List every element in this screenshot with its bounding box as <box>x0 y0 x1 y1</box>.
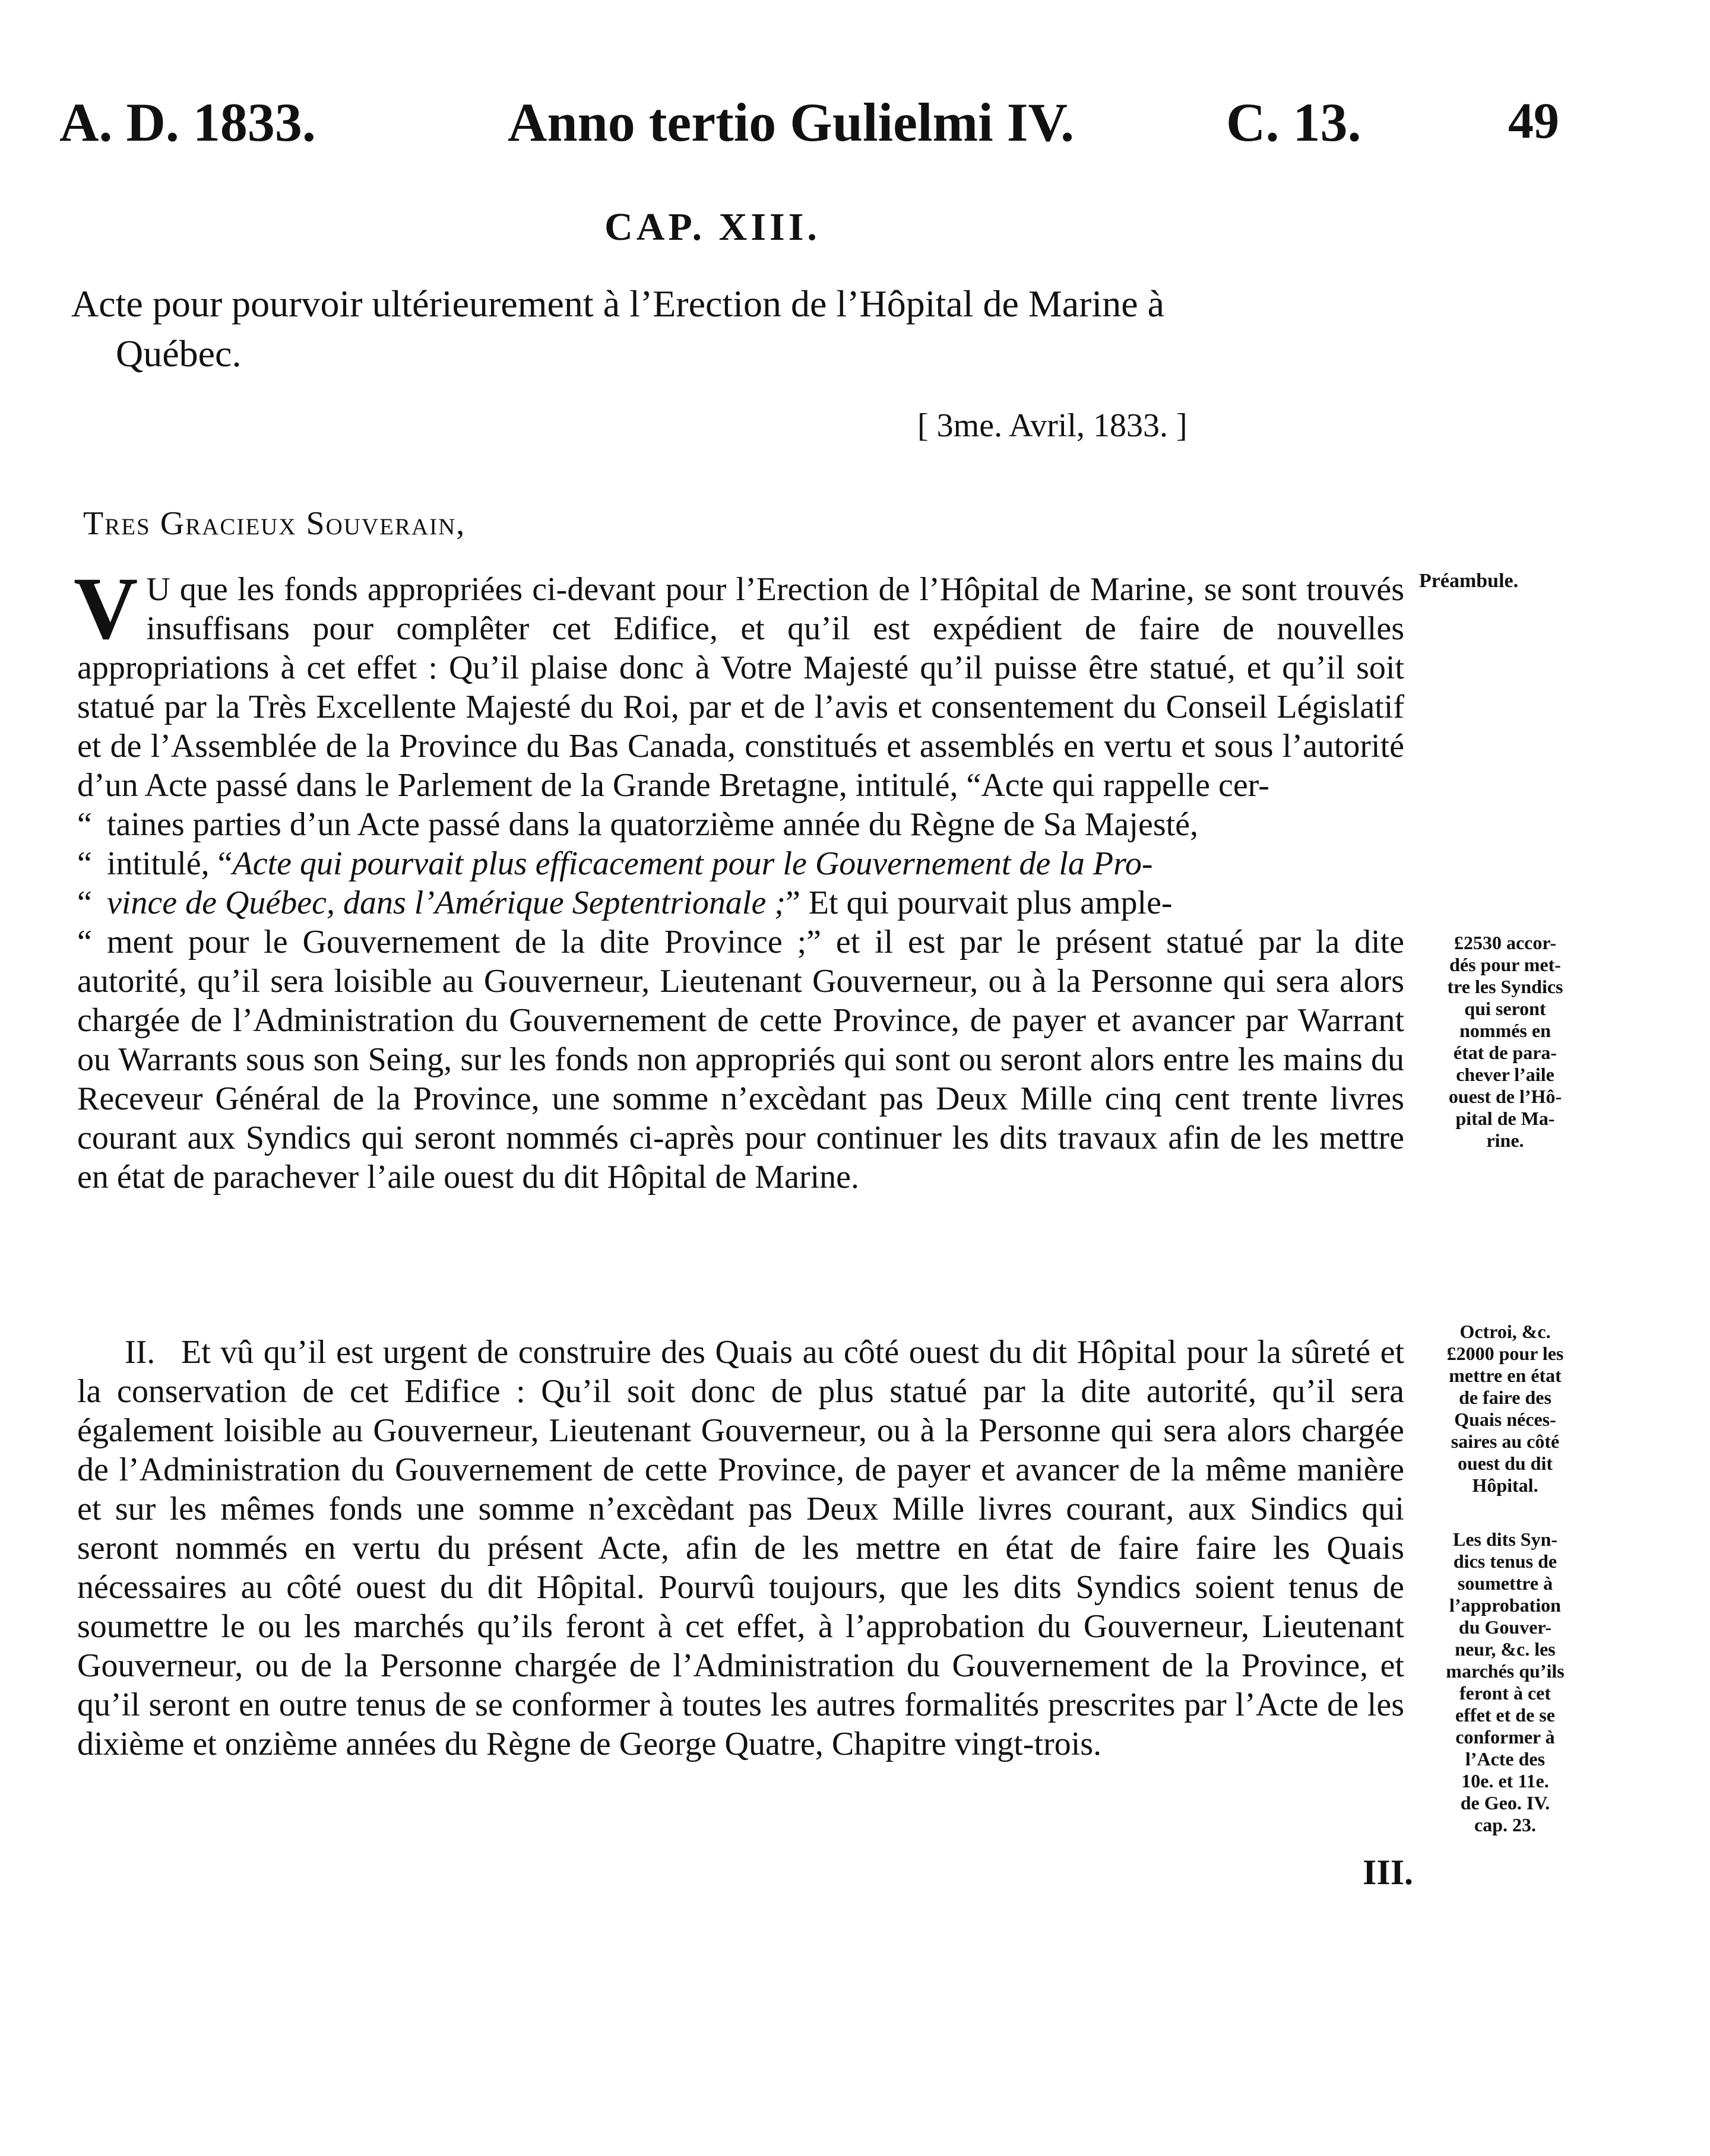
margin-line: Hôpital. <box>1472 1475 1538 1496</box>
header-year: A. D. 1833. <box>59 92 316 153</box>
margin-line: dics tenus de <box>1453 1551 1557 1572</box>
section-number: II. <box>125 1334 156 1371</box>
margin-line: nommés en <box>1459 1020 1551 1041</box>
margin-line: de faire des <box>1459 1387 1551 1408</box>
address-text: Tres Gracieux Souverain, <box>83 505 466 542</box>
margin-line: £2530 accor- <box>1454 932 1557 953</box>
margin-line: l’Acte des <box>1465 1748 1546 1770</box>
header-reign: Anno tertio Gulielmi IV. <box>508 92 1075 153</box>
margin-line: soumettre à <box>1457 1572 1553 1594</box>
paragraph-section-2 <box>77 1333 1404 1764</box>
page-number: 49 <box>1508 92 1559 149</box>
quote-line-3a: vince de Québec, dans l’Amérique Septentrionale ; <box>107 884 786 921</box>
margin-line: mettre en état <box>1449 1365 1562 1386</box>
paragraph-preamble: V U que les fonds appropriées ci-devant pour l’Erection de l’Hôpital de Marine, se sont trouvés insuffisans pour complêter cet Edifice, et qu’il est expédient de faire de nouvelles appropriations à cet effet : Qu’il plaise donc à Votre Majesté qu’il puisse être statué, et qu’il soit statué par la Très Excellente Majesté du Roi, par et de l’avis et consentement du Conseil Législatif et de l’Assemblée de la Province du Bas Canada, constitués et assemblés en vertu et sous l’autorité d’un Acte passé dans le Parlement de la Grande Bretagne, intitulé, “Acte qui rappelle cer- “ taines parties d’un Acte passé dans la quatorzième année du Règne de Sa Majesté, “ intitulé, “Acte qui pourvait plus efficacement pour le Gouvernement de la Pro- “ vince de Québec, dans l’Amérique Septentrionale ;” Et qui pourvait plus ample- “ ment pour le Gouvernement de la dite Province ;” et il est par le présent statué par la dite autorité, qu’il sera loisible au Gouverneur, Lieutenant Gouverneur, ou à la Personne qui sera alors chargée de l’Administration du Gouvernement de cette Province, de payer et avancer par Warrant ou Warrants sous son Seing, sur les fonds non appropriés qui sont ou seront alors entre les mains du Receveur Général de la Province, une somme n’excèdant pas Deux Mille cinq cent trente livres courant aux Syndics qui seront nommés ci-après pour continuer les dits travaux afin de les mettre en état de parachever l’aile ouest du dit Hôpital de Marine. <box>74 559 1405 1196</box>
margin-line: effet et de se <box>1455 1704 1555 1726</box>
margin-line: conformer à <box>1455 1726 1555 1748</box>
quote-line-4: ment pour le Gouvernement de la dite Province ; <box>107 924 807 960</box>
margin-line: neur, &c. les <box>1455 1638 1556 1660</box>
margin-line: Octroi, &c. <box>1459 1321 1551 1342</box>
quote-line-3b: ” Et qui pourvait plus ample- <box>785 884 1173 921</box>
margin-line: saires au côté <box>1451 1431 1560 1452</box>
margin-line: marchés qu’ils <box>1446 1660 1565 1682</box>
drop-cap: V <box>74 559 138 658</box>
quote-line-2b: Acte qui pourvait plus efficacement pour le Gouvernement de la Pro- <box>232 845 1153 882</box>
margin-line: cap. 23. <box>1474 1814 1536 1835</box>
act-title-line-1: Acte pour pourvoir ultérieurement à l’Erection de l’Hôpital de Marine à <box>71 283 1165 325</box>
margin-line: dés pour met- <box>1449 954 1561 975</box>
margin-note-syndics <box>1419 1529 1591 1836</box>
address-line <box>83 505 466 543</box>
act-title-line-2: Québec. <box>116 332 242 375</box>
margin-note-2000 <box>1419 1321 1591 1496</box>
paragraph2-text: Et vû qu’il est urgent de construire des Quais au côté ouest du dit Hôpital pour la sûreté et la conservation de cet Edifice : Qu’il soit donc de plus statué par la dite autorité, qu’il sera également loisible au Gouverneur, Lieutenant Gouverneur, ou à la Personne qui sera alors chargée de l’Administration du Gouvernement de cette Province, de payer et avancer de la même manière et sur les mêmes fonds une somme n’excèdant pas Deux Mille livres courant, aux Sindics qui seront nommés en vertu du présent Acte, afin de les mettre en état de faire faire les Quais nécessaires au côté ouest du dit Hôpital. Pourvû toujours, que les dits Syndics soient tenus de soumettre le ou les marchés qu’ils feront à cet effet, à l’approbation du Gouverneur, Lieutenant Gouverneur, ou de la Personne chargée de l’Administration du Gouvernement de la Province, et qu’il seront en outre tenus de se conformer à toutes les autres formalités prescrites par l’Acte de les dixième et onzième années du Règne de George Quatre, Chapitre vingt-trois. <box>77 1334 1404 1762</box>
margin-line: Les dits Syn- <box>1452 1529 1558 1550</box>
cap-heading: CAP. XIII. <box>604 205 821 249</box>
margin-line: l’approbation <box>1449 1594 1561 1616</box>
quote-line-1: taines parties d’un Acte passé dans la quatorzième année du Règne de Sa Majesté, <box>107 806 1199 843</box>
margin-line: de Geo. IV. <box>1460 1792 1550 1813</box>
margin-line: qui seront <box>1464 998 1546 1019</box>
margin-line: état de para- <box>1453 1042 1557 1063</box>
margin-line: feront à cet <box>1459 1682 1551 1704</box>
margin-line: rine. <box>1486 1130 1524 1151</box>
margin-note-2530 <box>1419 932 1591 1152</box>
act-title <box>71 279 1395 379</box>
header-chapter: C. 13. <box>1226 92 1361 153</box>
margin-note-preamble: Préambule. <box>1419 570 1519 592</box>
margin-line: ouest de l’Hô- <box>1448 1086 1562 1107</box>
margin-line: £2000 pour les <box>1446 1343 1564 1364</box>
assent-date: [ 3me. Avril, 1833. ] <box>917 407 1188 444</box>
catchword: III. <box>1363 1853 1414 1892</box>
margin-line: pital de Ma- <box>1455 1108 1555 1129</box>
margin-line: tre les Syndics <box>1447 976 1563 997</box>
paragraph1-text-a: U que les fonds appropriées ci-devant pour l’Erection de l’Hôpital de Marine, se sont trouvés insuffisans pour complêter cet Edifice, et qu’il est expédient de faire de nouvelles appropriations à cet effet : Qu’il plaise donc à Votre Majesté qu’il puisse être statué, et qu’il soit statué par la Très Excellente Majesté du Roi, par et de l’avis et consentement du Conseil Législatif et de l’Assemblée de la Province du Bas Canada, constitués et assemblés en vertu et sous l’autorité d’un Acte passé dans le Parlement de la Grande Bretagne, intitulé, “Acte qui rappelle cer- <box>77 571 1404 804</box>
margin-line: chever l’aile <box>1456 1064 1554 1085</box>
margin-line: ouest du dit <box>1457 1453 1553 1474</box>
margin-line: du Gouver- <box>1458 1616 1552 1638</box>
quote-line-2a: intitulé, “ <box>107 845 233 882</box>
margin-line: 10e. et 11e. <box>1461 1770 1549 1792</box>
margin-line: Quais néces- <box>1454 1409 1556 1430</box>
paragraph1-text-b: ” et il est par le présent statué par la dite autorité, qu’il sera loisible au Gouverneur, Lieutenant Gouverneur, ou à la Personne qui sera alors chargée de l’Administration du Gouvernement de cette Province, de payer et avancer par Warrant ou Warrants sous son Seing, sur les fonds non appropriés qui sont ou seront alors entre les mains du Receveur Général de la Province, une somme n’excèdant pas Deux Mille cinq cent trente livres courant aux Syndics qui seront nommés ci-après pour continuer les dits travaux afin de les mettre en état de parachever l’aile ouest du dit Hôpital de Marine. <box>77 924 1405 1196</box>
